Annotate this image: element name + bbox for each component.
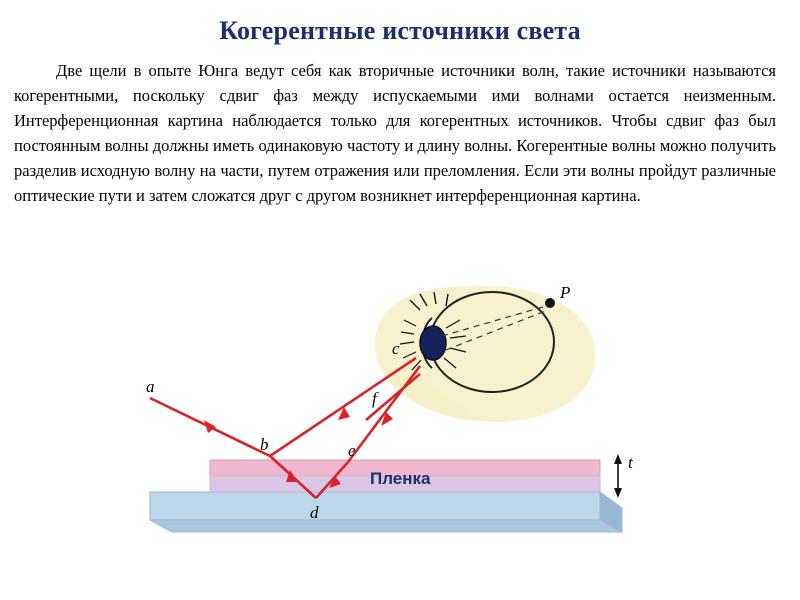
point-P-marker [545, 298, 555, 308]
body-paragraph: Две щели в опыте Юнга ведут себя как вторичные источники волн, такие источники называются когерентными, поскольку сдвиг фаз между испускаемыми ими волнами остается неизменным. Интерференционная картина наблюдается только для когерентных источников. Чтобы сдвиг фаз был постоянным волны должны иметь одинаковую частоту и длину волны. Когерентные волны можно получить разделив исходную волну на части, путем отражения или преломления. Если эти волны пройдут различные оптические пути и затем сложатся друг с другом возникнет интерференционная картина. [14, 61, 776, 206]
film-label: Пленка [370, 469, 431, 488]
thickness-indicator [614, 453, 634, 498]
page-title: Когерентные источники света [219, 16, 581, 45]
glow-shape [375, 286, 595, 422]
figure-container [120, 270, 700, 560]
label-b: b [260, 435, 269, 454]
label-t: t [628, 453, 633, 472]
label-c: c [392, 339, 400, 358]
label-P: P [560, 283, 571, 302]
label-e: e [348, 441, 356, 460]
label-f: f [372, 389, 377, 408]
label-a: a [146, 377, 155, 396]
substrate-slab [150, 492, 622, 532]
label-d: d [310, 503, 319, 522]
